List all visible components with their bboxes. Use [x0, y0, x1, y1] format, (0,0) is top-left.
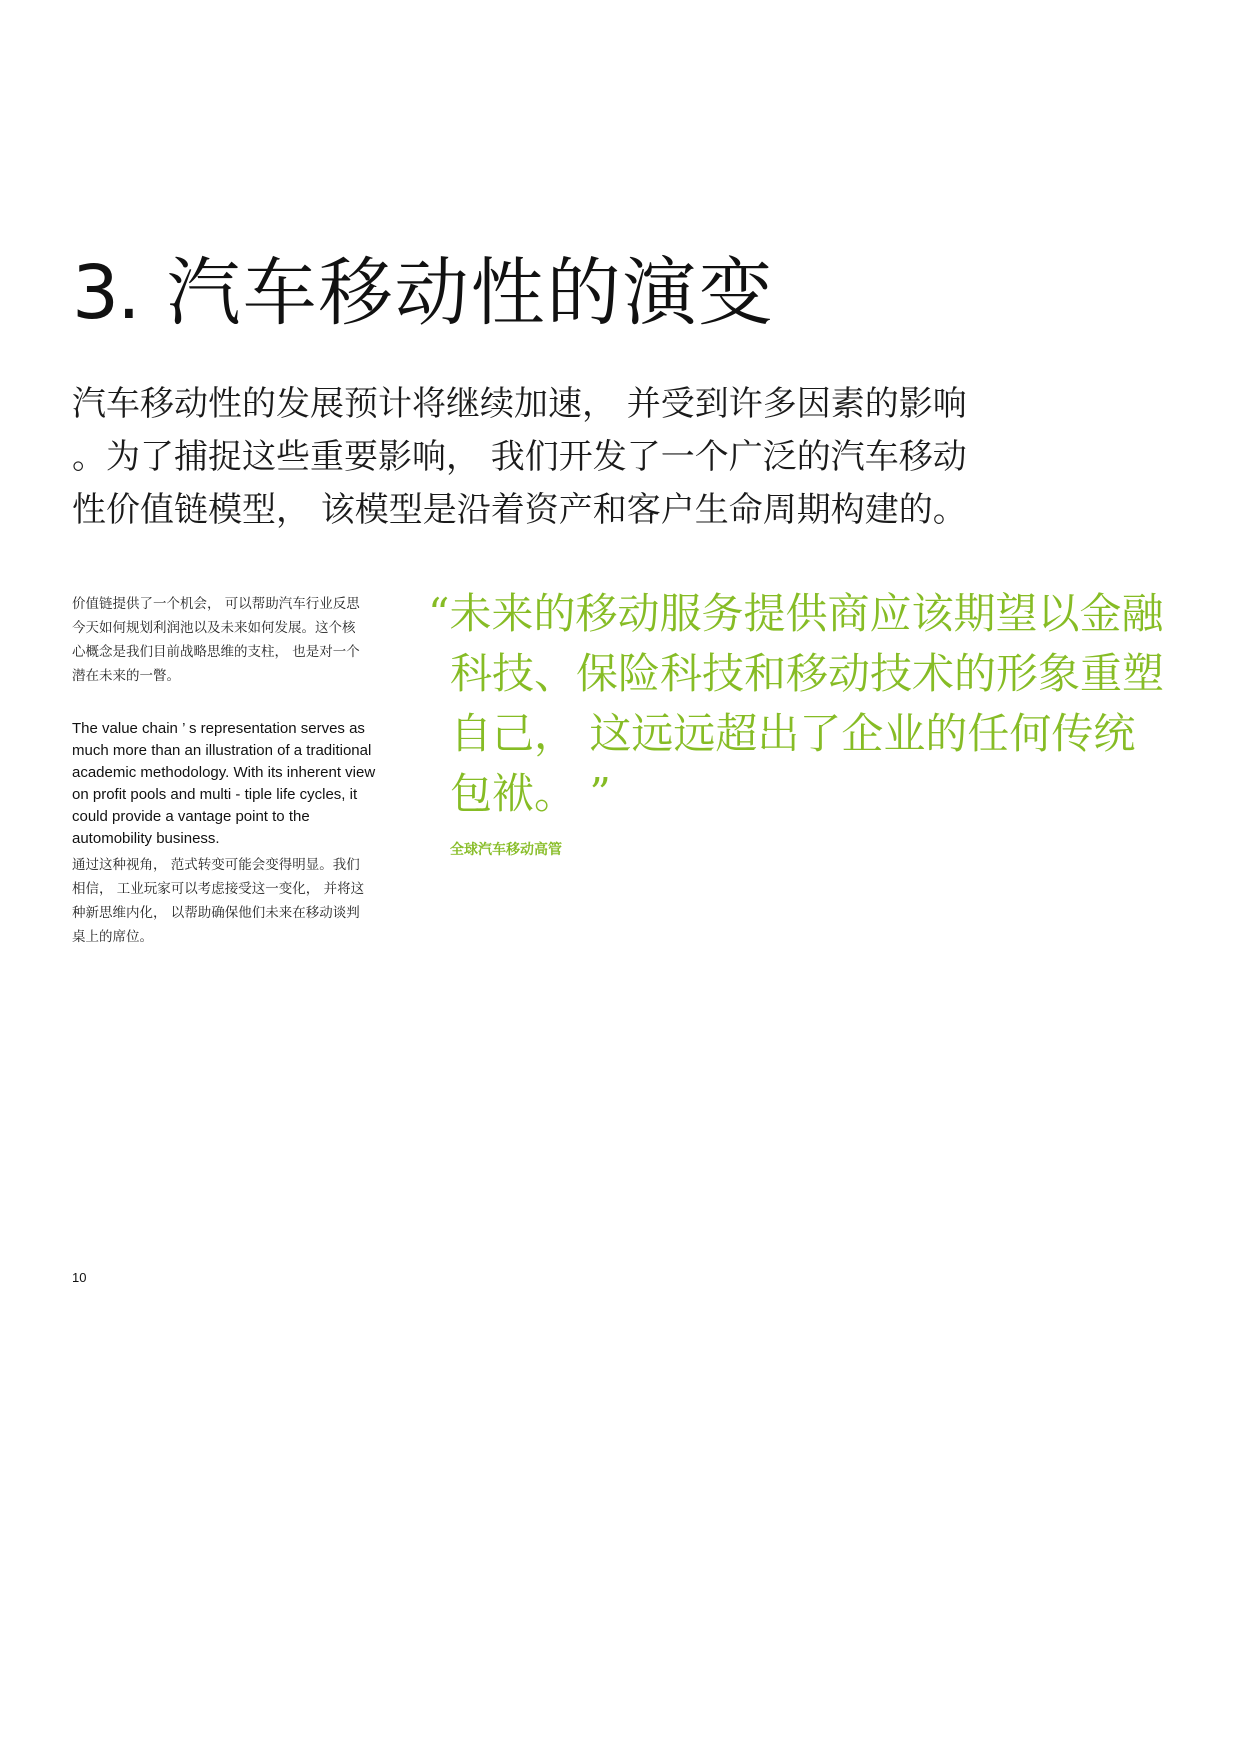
paragraph-line: 心概念是我们目前战略思维的支柱， 也是对一个 [72, 644, 360, 660]
paragraph-line: academic methodology. With its inherent view [72, 764, 376, 781]
page-number: 10 [72, 1270, 87, 1285]
paragraph-line: 种新思维内化， 以帮助确保他们未来在移动谈判 [72, 905, 360, 921]
intro-line: 汽车移动性的发展预计将继续加速， 并受到许多因素的影响 [72, 384, 967, 424]
paragraph-line: 相信， 工业玩家可以考虑接受这一变化， 并将这 [72, 881, 365, 897]
section-number: 3. [72, 250, 139, 336]
paragraph-line: automobility business. [72, 830, 220, 847]
paragraph-line: The value chain ’ s representation serves as [72, 720, 365, 737]
intro-line: 性价值链模型， 该模型是沿着资产和客户生命周期构建的。 [72, 490, 967, 530]
section-title: 汽车移动性的演变 [166, 250, 775, 336]
paragraph-line: much more than an illustration of a traditional [72, 742, 372, 759]
paragraph-line: 今天如何规划利润池以及未来如何发展。这个核 [72, 620, 356, 636]
paragraph-line: 桌上的席位。 [72, 929, 153, 945]
paragraph-line: 价值链提供了一个机会， 可以帮助汽车行业反思 [72, 596, 360, 612]
quote-line: “未来的移动服务提供商应该期望以金融 [428, 589, 1164, 638]
paragraph-line: on profit pools and multi - tiple life cycles, it [72, 786, 358, 803]
pull-quote [428, 584, 1188, 860]
chinese-paragraph-1 [72, 592, 422, 688]
quote-line: 自己， 这远远超出了企业的任何传统 [450, 709, 1136, 758]
quote-attribution: 全球汽车移动高管 [450, 842, 562, 858]
paragraph-line: 潜在未来的一瞥。 [72, 668, 180, 684]
quote-line: 科技、保险科技和移动技术的形象重塑 [450, 649, 1165, 698]
english-paragraph [72, 718, 422, 850]
paragraph-line: 通过这种视角， 范式转变可能会变得明显。我们 [72, 857, 360, 873]
quote-text [428, 584, 1188, 824]
intro-line: 。为了捕捉这些重要影响， 我们开发了一个广泛的汽车移动 [72, 437, 967, 477]
paragraph-line: could provide a vantage point to the [72, 808, 310, 825]
quote-line: 包袱。 ” [450, 769, 611, 818]
chinese-paragraph-2 [72, 853, 422, 949]
left-column [72, 592, 422, 949]
intro-paragraph [72, 378, 992, 537]
page-title [72, 248, 1172, 338]
